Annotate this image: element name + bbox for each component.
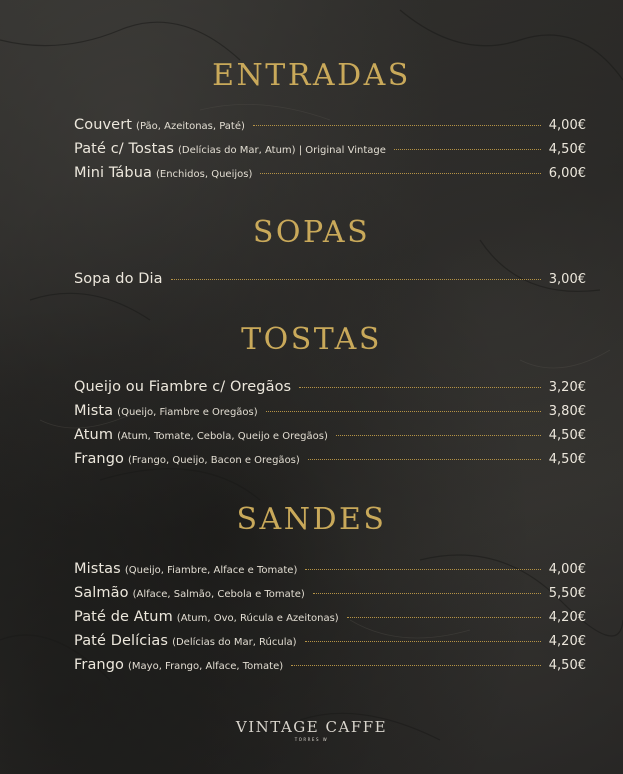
item-price: 4,50€ bbox=[548, 142, 586, 157]
item-description: (Atum, Tomate, Cebola, Queijo e Oregãos) bbox=[117, 431, 328, 442]
item-price: 4,00€ bbox=[548, 562, 586, 577]
menu-item bbox=[74, 141, 586, 163]
dot-leader bbox=[394, 149, 541, 150]
item-description: (Enchidos, Queijos) bbox=[156, 169, 253, 180]
menu-item bbox=[74, 427, 586, 449]
section-title-tostas: TOSTAS bbox=[241, 322, 382, 357]
item-name: Atum bbox=[74, 427, 114, 443]
dot-leader bbox=[305, 641, 541, 642]
item-description: (Atum, Ovo, Rúcula e Azeitonas) bbox=[176, 613, 339, 624]
dot-leader bbox=[347, 617, 541, 618]
dot-leader bbox=[253, 125, 541, 126]
item-price: 4,20€ bbox=[548, 610, 586, 625]
dot-leader bbox=[305, 569, 540, 570]
item-name: Mistas bbox=[74, 561, 121, 577]
item-description: (Delícias do Mar, Atum) | Original Vintage bbox=[178, 145, 386, 156]
item-price: 3,00€ bbox=[548, 272, 586, 287]
item-price: 4,20€ bbox=[548, 634, 586, 649]
dot-leader bbox=[171, 279, 541, 280]
dot-leader bbox=[313, 593, 541, 594]
item-name: Queijo ou Fiambre c/ Oregãos bbox=[74, 379, 292, 395]
item-price: 3,20€ bbox=[548, 380, 586, 395]
section-title-entradas: ENTRADAS bbox=[212, 58, 411, 93]
item-description: (Queijo, Fiambre e Oregãos) bbox=[117, 407, 258, 418]
item-description: (Delícias do Mar, Rúcula) bbox=[172, 637, 297, 648]
dot-leader bbox=[299, 387, 541, 388]
item-name: Frango bbox=[74, 451, 124, 467]
dot-leader bbox=[336, 435, 541, 436]
section-title-sopas: SOPAS bbox=[252, 215, 371, 250]
item-price: 4,50€ bbox=[548, 452, 586, 467]
item-name: Sopa do Dia bbox=[74, 271, 163, 287]
item-name: Couvert bbox=[74, 117, 133, 133]
vintage-caffe-logo bbox=[0, 718, 623, 742]
item-name: Mista bbox=[74, 403, 114, 419]
section-title-sandes: SANDES bbox=[236, 502, 387, 537]
menu-item bbox=[74, 561, 586, 583]
item-description: (Alface, Salmão, Cebola e Tomate) bbox=[132, 589, 305, 600]
item-price: 6,00€ bbox=[548, 166, 586, 181]
item-name: Paté c/ Tostas bbox=[74, 141, 175, 157]
item-name: Salmão bbox=[74, 585, 129, 601]
item-description: (Mayo, Frango, Alface, Tomate) bbox=[128, 661, 284, 672]
menu-item bbox=[74, 633, 586, 655]
item-price: 4,00€ bbox=[548, 118, 586, 133]
logo-text: VINTAGE CAFFE bbox=[235, 718, 388, 736]
menu-item bbox=[74, 403, 586, 425]
menu-item bbox=[74, 379, 586, 401]
dot-leader bbox=[260, 173, 540, 174]
item-name: Paté de Atum bbox=[74, 609, 173, 625]
menu-item bbox=[74, 609, 586, 631]
item-price: 4,50€ bbox=[548, 658, 586, 673]
menu-item bbox=[74, 657, 586, 679]
item-name: Frango bbox=[74, 657, 124, 673]
menu-item bbox=[74, 165, 586, 187]
item-name: Paté Delícias bbox=[74, 633, 169, 649]
menu-item bbox=[74, 585, 586, 607]
item-description: (Queijo, Fiambre, Alface e Tomate) bbox=[124, 565, 298, 576]
dot-leader bbox=[266, 411, 541, 412]
menu-item bbox=[74, 117, 586, 139]
item-description: (Frango, Queijo, Bacon e Oregãos) bbox=[128, 455, 300, 466]
logo-subtext: TORRES W bbox=[294, 737, 329, 742]
item-description: (Pão, Azeitonas, Paté) bbox=[136, 121, 245, 132]
menu-item bbox=[74, 451, 586, 473]
dot-leader bbox=[291, 665, 541, 666]
item-price: 3,80€ bbox=[548, 404, 586, 419]
dot-leader bbox=[308, 459, 541, 460]
item-name: Mini Tábua bbox=[74, 165, 152, 181]
menu-item bbox=[74, 271, 586, 293]
item-price: 5,50€ bbox=[548, 586, 586, 601]
item-price: 4,50€ bbox=[548, 428, 586, 443]
